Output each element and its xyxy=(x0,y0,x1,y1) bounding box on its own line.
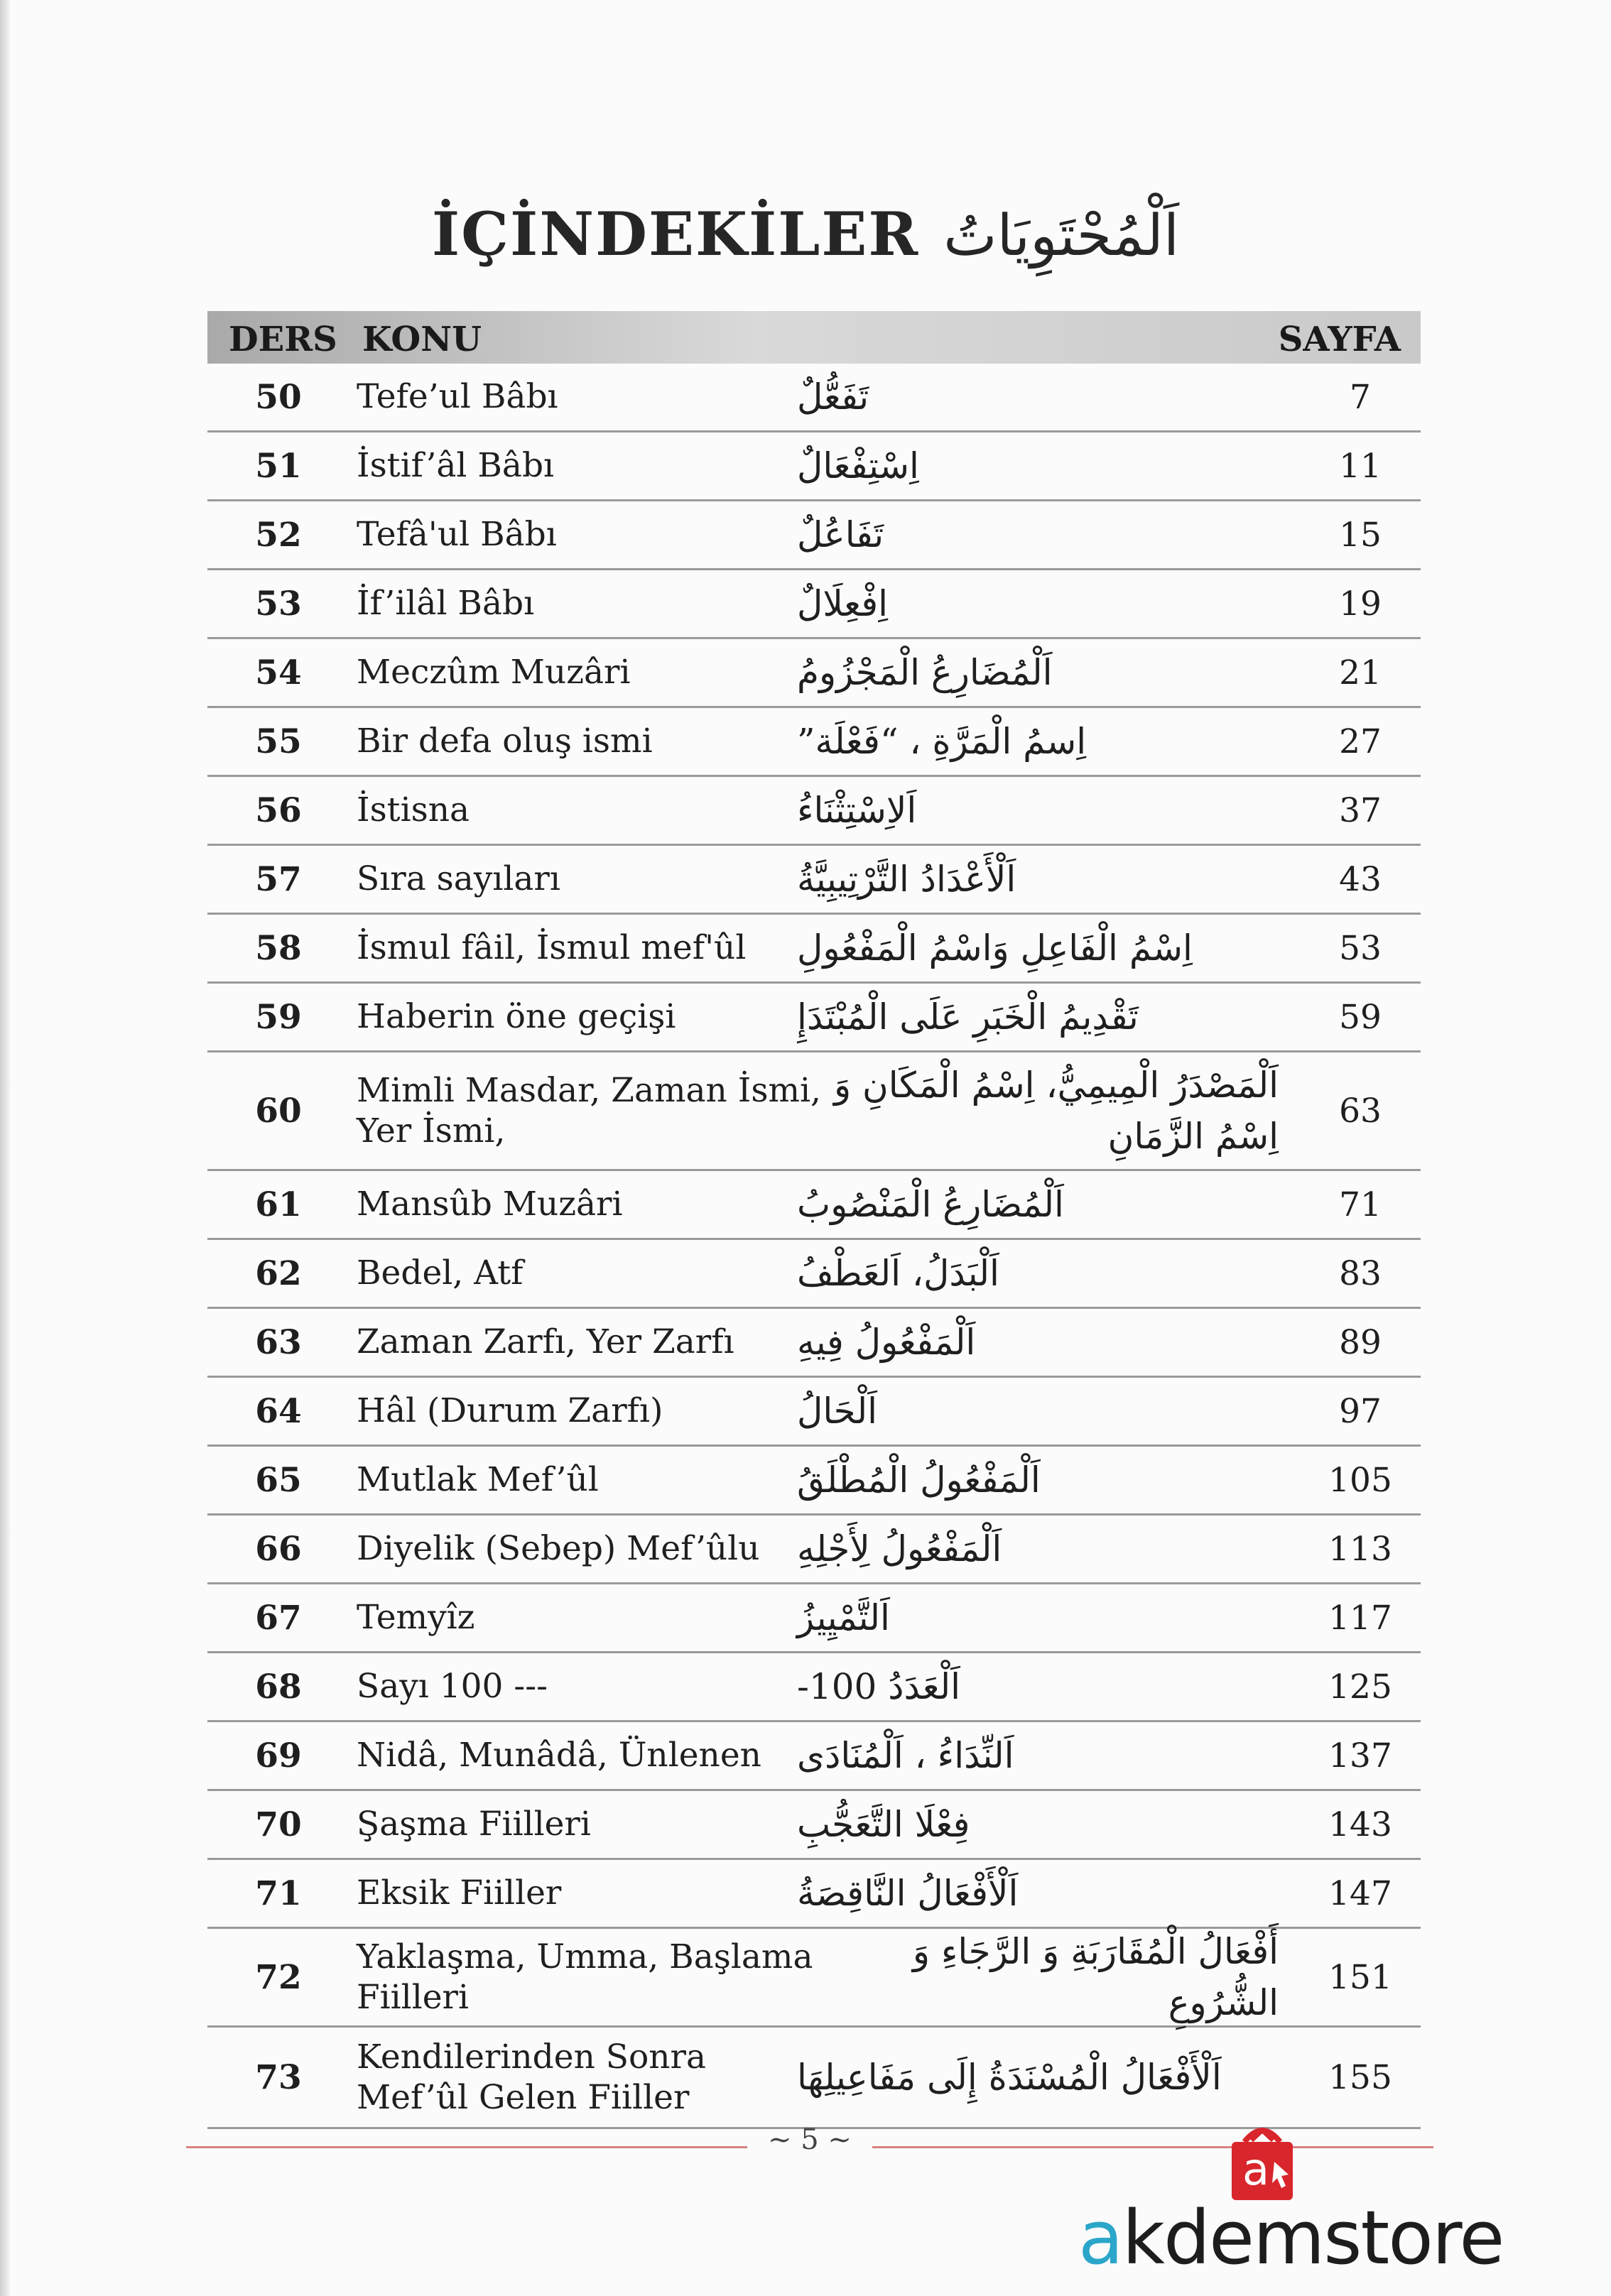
row-konu: İsmul fâil, İsmul mef'ûl xyxy=(357,928,747,968)
row-page: 27 xyxy=(1339,722,1382,761)
table-row xyxy=(207,1447,1421,1516)
row-page: 155 xyxy=(1328,2057,1392,2097)
title-turkish: İÇİNDEKİLER xyxy=(431,199,920,269)
row-page: 71 xyxy=(1339,1185,1382,1224)
row-ders: 63 xyxy=(255,1322,302,1362)
row-ders: 52 xyxy=(255,515,302,555)
row-ders: 69 xyxy=(255,1736,302,1775)
row-arabic: اِسْمُ الْفَاعِلِ وَاسْمُ الْمَفْعُولِ xyxy=(797,927,1193,969)
row-konu: Mutlak Mef’ûl xyxy=(357,1460,599,1500)
header-sayfa: SAYFA xyxy=(1278,320,1401,359)
row-konu: Mimli Masdar, Zaman İsmi, Yer İsmi, xyxy=(357,1070,821,1150)
row-page: 147 xyxy=(1328,1873,1392,1913)
row-arabic: تَفَاعُلٌ xyxy=(797,513,884,555)
table-row xyxy=(207,570,1421,639)
row-page: 63 xyxy=(1339,1091,1382,1131)
row-page: 11 xyxy=(1339,446,1382,486)
row-arabic: اَلْأَعْدَادُ التَّرْتِيبِيَّةُ xyxy=(797,858,1016,900)
row-arabic: اِسْتِفْعَالٌ xyxy=(797,445,919,486)
logo-text-a: a xyxy=(1078,2194,1122,2281)
row-ders: 50 xyxy=(255,377,302,417)
table-row xyxy=(207,915,1421,984)
table-row xyxy=(207,1378,1421,1447)
page-number: ~ 5 ~ xyxy=(768,2123,852,2156)
row-konu: Şaşma Fiilleri xyxy=(357,1805,591,1844)
header-ders: DERS xyxy=(229,320,337,359)
row-konu: Sayı 100 --- xyxy=(357,1667,548,1707)
table-row xyxy=(207,846,1421,915)
table-row xyxy=(207,1722,1421,1791)
row-page: 43 xyxy=(1339,859,1382,899)
row-ders: 57 xyxy=(255,859,302,899)
row-konu: İf’ilâl Bâbı xyxy=(357,584,535,624)
table-row xyxy=(207,777,1421,846)
row-konu: Diyelik (Sebep) Mef’ûlu xyxy=(357,1529,760,1569)
table-row xyxy=(207,639,1421,708)
row-ders: 58 xyxy=(255,928,302,968)
row-arabic: اَلْمُضَارِعُ الْمَنْصُوبُ xyxy=(797,1183,1064,1225)
row-arabic: اَلْبَدَلُ، اَلعَطْفُ xyxy=(797,1252,999,1294)
row-ders: 56 xyxy=(255,790,302,830)
row-konu: Bedel, Atf xyxy=(357,1253,524,1293)
row-konu: Mansûb Muzâri xyxy=(357,1185,623,1224)
row-ders: 67 xyxy=(255,1598,302,1638)
row-page: 143 xyxy=(1328,1805,1392,1844)
row-ders: 62 xyxy=(255,1253,302,1293)
row-page: 59 xyxy=(1339,997,1382,1037)
row-konu: Sıra sayıları xyxy=(357,859,560,899)
row-page: 151 xyxy=(1328,1957,1392,1997)
row-arabic: اِسمُ الْمَرَّةِ ، “فَعْلَة” xyxy=(797,720,1087,762)
row-page: 125 xyxy=(1328,1667,1392,1707)
row-ders: 55 xyxy=(255,722,302,761)
row-page: 37 xyxy=(1339,790,1382,830)
table-row xyxy=(207,1240,1421,1309)
row-konu: Yaklaşma, Umma, Başlama Fiilleri xyxy=(357,1937,813,2017)
row-konu: Tefâ'ul Bâbı xyxy=(357,515,557,555)
row-page: 137 xyxy=(1328,1736,1392,1775)
row-ders: 72 xyxy=(255,1957,302,1997)
header-konu: KONU xyxy=(362,320,482,359)
row-ders: 59 xyxy=(255,997,302,1037)
row-page: 89 xyxy=(1339,1322,1382,1362)
table-row xyxy=(207,1791,1421,1860)
row-konu: İstif’âl Bâbı xyxy=(357,446,555,486)
row-page: 105 xyxy=(1328,1460,1392,1500)
row-arabic: اَلْحَالُ xyxy=(797,1390,877,1432)
row-arabic: تَقْدِيمُ الْخَبَرِ عَلَى الْمُبْتَدَإِ xyxy=(797,996,1139,1038)
row-ders: 61 xyxy=(255,1185,302,1224)
row-ders: 53 xyxy=(255,584,302,624)
row-ders: 68 xyxy=(255,1667,302,1707)
table-body xyxy=(207,364,1421,2129)
table-row xyxy=(207,1052,1421,1171)
table-header xyxy=(207,311,1421,364)
row-arabic: اَلتَّمْيِيزُ xyxy=(797,1596,890,1638)
row-page: 19 xyxy=(1339,584,1382,624)
table-row xyxy=(207,2028,1421,2129)
table-row xyxy=(207,708,1421,777)
row-arabic: فِعْلَا التَّعَجُّبِ xyxy=(797,1803,970,1845)
row-arabic: اَلْعَدَدُ 100- xyxy=(797,1665,960,1707)
row-page: 7 xyxy=(1350,377,1371,417)
row-arabic: اَلْمَفْعُولُ لِأَجْلِهِ xyxy=(797,1528,1002,1569)
row-konu: Bir defa oluş ismi xyxy=(357,722,653,761)
table-row xyxy=(207,984,1421,1052)
row-ders: 64 xyxy=(255,1391,302,1431)
table-row xyxy=(207,1171,1421,1240)
row-ders: 65 xyxy=(255,1460,302,1500)
row-ders: 73 xyxy=(255,2057,302,2097)
row-konu: Temyîz xyxy=(357,1598,475,1638)
table-of-contents xyxy=(207,311,1421,2129)
row-konu: Hâl (Durum Zarfı) xyxy=(357,1391,663,1431)
row-arabic: اِفْعِلَالٌ xyxy=(797,582,889,624)
row-arabic: اَلنِّدَاءُ ، اَلْمُنَادَى xyxy=(797,1734,1014,1776)
table-row xyxy=(207,501,1421,570)
row-ders: 66 xyxy=(255,1529,302,1569)
logo-icon-letter: a xyxy=(1242,2143,1269,2195)
footer-line-right xyxy=(872,2146,1433,2148)
row-arabic: اَلْمُضَارِعُ الْمَجْزُومُ xyxy=(797,651,1053,693)
row-konu: Tefe’ul Bâbı xyxy=(357,377,558,417)
page-edge xyxy=(0,0,10,2296)
table-row xyxy=(207,1653,1421,1722)
store-logo-icon xyxy=(1223,2121,1301,2204)
title-arabic: اَلْمُحْتَوِيَاتُ xyxy=(943,202,1180,268)
row-konu: Eksik Fiiller xyxy=(357,1873,562,1913)
row-ders: 54 xyxy=(255,653,302,692)
row-ders: 71 xyxy=(255,1873,302,1913)
page-title xyxy=(0,199,1611,269)
row-page: 97 xyxy=(1339,1391,1382,1431)
table-row xyxy=(207,432,1421,501)
table-row xyxy=(207,1929,1421,2028)
table-row xyxy=(207,1584,1421,1653)
footer-line-left xyxy=(186,2146,747,2148)
row-arabic: تَفَعُّلٌ xyxy=(797,376,869,418)
row-arabic: اَلْمَفْعُولُ الْمُطْلَقُ xyxy=(797,1459,1041,1501)
row-konu: Zaman Zarfı, Yer Zarfı xyxy=(357,1322,734,1362)
store-logo-text xyxy=(1078,2194,1503,2281)
row-konu: Nidâ, Munâdâ, Ünlenen xyxy=(357,1736,761,1775)
row-konu: Kendilerinden Sonra Mef’ûl Gelen Fiiller xyxy=(357,2037,707,2117)
row-arabic: اَلاِسْتِثْنَاءُ xyxy=(797,789,917,831)
row-arabic: أَفْعَالُ الْمُقَارَبَةِ وَ الرَّجَاءِ وَ الشُّرُوعِ xyxy=(912,1930,1279,2023)
row-page: 83 xyxy=(1339,1253,1382,1293)
row-page: 15 xyxy=(1339,515,1382,555)
table-row xyxy=(207,364,1421,432)
table-row xyxy=(207,1516,1421,1584)
logo-text-rest: kdemstore xyxy=(1122,2194,1504,2281)
row-arabic: اَلْأَفْعَالُ الْمُسْنَدَةُ إِلَى مَفَاعِيلِهَا xyxy=(797,2056,1222,2098)
row-ders: 70 xyxy=(255,1805,302,1844)
row-page: 21 xyxy=(1339,653,1382,692)
row-arabic: اَلْمَصْدَرُ الْمِيمِيُّ، اِسْمُ الْمَكَانِ وَ اِسْمُ الزَّمَانِ xyxy=(833,1064,1279,1157)
row-konu: İstisna xyxy=(357,790,470,830)
table-row xyxy=(207,1309,1421,1378)
row-arabic: اَلْمَفْعُولُ فِيهِ xyxy=(797,1321,976,1363)
row-page: 113 xyxy=(1328,1529,1392,1569)
row-konu: Meczûm Muzâri xyxy=(357,653,631,692)
row-page: 117 xyxy=(1328,1598,1392,1638)
row-konu: Haberin öne geçişi xyxy=(357,997,676,1037)
row-page: 53 xyxy=(1339,928,1382,968)
table-row xyxy=(207,1860,1421,1929)
row-ders: 51 xyxy=(255,446,302,486)
row-ders: 60 xyxy=(255,1091,302,1131)
row-arabic: اَلْأَفْعَالُ النَّاقِصَةُ xyxy=(797,1872,1019,1914)
